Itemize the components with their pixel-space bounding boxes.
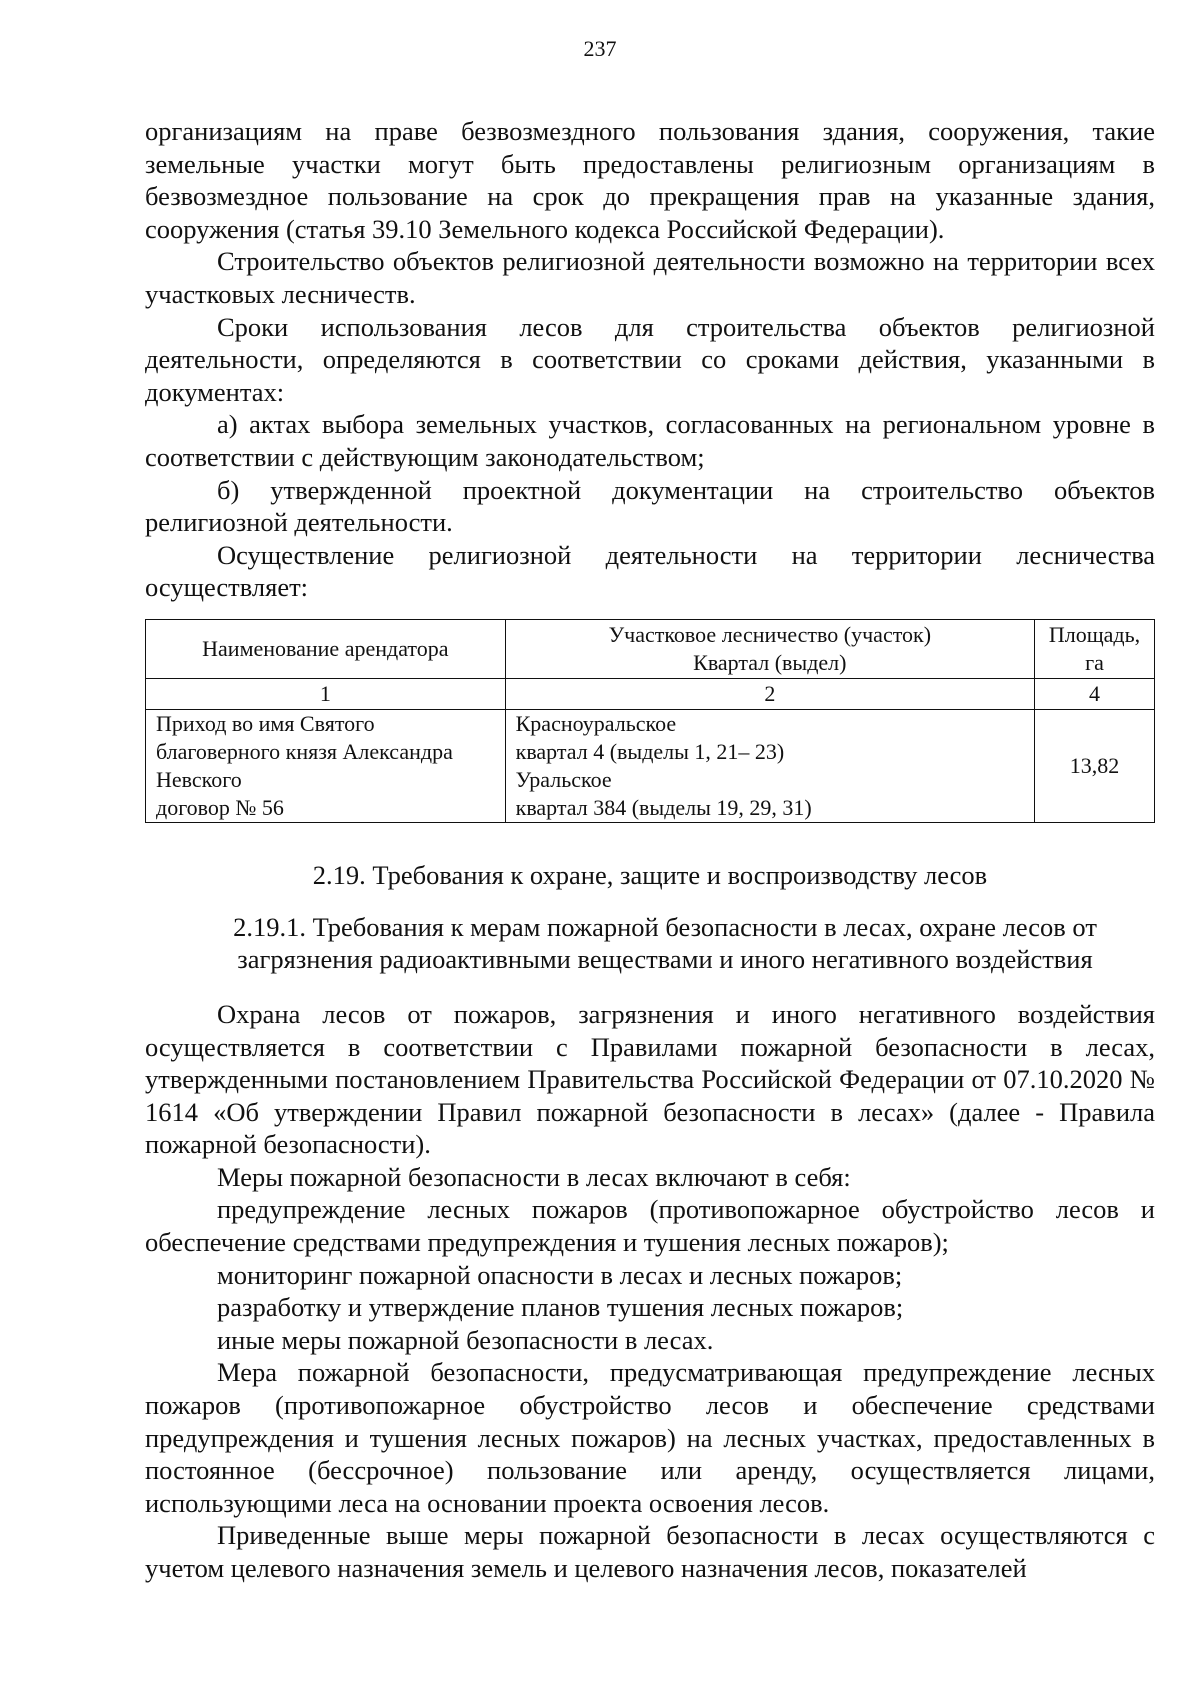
lease-table — [145, 619, 1155, 823]
paragraph: Мера пожарной безопасности, предусматривающая предупреждение лесных пожаров (противопожарное обустройство лесов и обеспечение средствами предупреждения и тушения лесных пожаров) на лесных участках, предоставленных в постоянное (бессрочное) пользование или аренду, осуществляется лицами, использующими леса на основании проекта освоения лесов. — [145, 1357, 1155, 1518]
paragraph: Строительство объектов религиозной деятельности возможно на территории всех участковых лесничеств. — [145, 246, 1155, 309]
header-area-line2: га — [1085, 649, 1104, 675]
table-header-row — [146, 619, 1155, 678]
page-number: 237 — [583, 36, 617, 61]
column-number: 4 — [1035, 678, 1155, 709]
header-tenant: Наименование арендатора — [146, 619, 506, 678]
paragraph: б) утвержденной проектной документации на строительство объектов религиозной деятельности. — [145, 474, 1155, 538]
header-location-line2: Квартал (выдел) — [693, 649, 847, 675]
paragraph: а) актах выбора земельных участков, согласованных на региональном уровне в соответствии с действующим законодательством; — [145, 409, 1155, 472]
tenant-line: Невского — [156, 766, 242, 792]
paragraph: мониторинг пожарной опасности в лесах и лесных пожаров; — [217, 1259, 903, 1290]
tenant-cell — [146, 709, 506, 822]
table-row — [146, 709, 1155, 822]
column-number-row — [146, 678, 1155, 709]
location-line: квартал 384 (выделы 19, 29, 31) — [515, 794, 812, 820]
paragraph: разработку и утверждение планов тушения лесных пожаров; — [217, 1292, 904, 1323]
top-paragraphs — [145, 115, 1155, 604]
header-area — [1035, 619, 1155, 678]
paragraph: Приведенные выше меры пожарной безопасности в лесах осуществляются с учетом целевого назначения земель и целевого назначения лесов, показателей — [145, 1520, 1155, 1583]
section-title: 2.19. Требования к охране, защите и воспроизводству лесов — [312, 859, 988, 890]
location-line: квартал 4 (выделы 1, 21– 23) — [515, 738, 785, 764]
column-number: 2 — [505, 678, 1034, 709]
tenant-line: благоверного князя Александра — [156, 738, 453, 764]
paragraph: Охрана лесов от пожаров, загрязнения и иного негативного воздействия осуществляется в соответствии с Правилами пожарной безопасности в лесах, утвержденными постановлением Правительства Российской Федерации от 07.10.2020 № 1614 «Об утверждении Правил пожарной безопасности в лесах» (далее - Правила пожарной безопасности). — [145, 998, 1155, 1160]
header-location — [505, 619, 1034, 678]
subsection-title: 2.19.1. Требования к мерам пожарной безопасности в лесах, охране лесов от загрязнения радиоактивными веществами и иного негативного воздействия — [233, 911, 1097, 975]
tenant-line: договор № 56 — [156, 794, 284, 820]
column-number: 1 — [146, 678, 506, 709]
location-line: Уральское — [515, 766, 612, 792]
paragraph: Меры пожарной безопасности в лесах включают в себя: — [217, 1161, 851, 1192]
area-cell: 13,82 — [1035, 709, 1155, 822]
bottom-paragraphs — [145, 998, 1155, 1585]
location-cell — [505, 709, 1034, 822]
paragraph: иные меры пожарной безопасности в лесах. — [217, 1324, 714, 1355]
header-location-line1: Участковое лесничество (участок) — [608, 621, 932, 647]
paragraph: организациям на праве безвозмездного пользования здания, сооружения, такие земельные участки могут быть предоставлены религиозным организациям в безвозмездное пользование на срок до прекращения прав на указанные здания, сооружения (статья 39.10 Земельного кодекса Российской Федерации). — [145, 116, 1155, 244]
paragraph: предупреждение лесных пожаров (противопожарное обустройство лесов и обеспечение средствами предупреждения и тушения лесных пожаров); — [145, 1194, 1155, 1258]
paragraph: Сроки использования лесов для строительства объектов религиозной деятельности, определяются в соответствии со сроками действия, указанными в документах: — [145, 311, 1155, 407]
page-content — [145, 115, 1155, 1585]
header-area-line1: Площадь, — [1048, 621, 1141, 647]
paragraph: Осуществление религиозной деятельности на территории лесничества осуществляет: — [145, 539, 1155, 603]
tenant-line: Приход во имя Святого — [156, 710, 375, 736]
location-line: Красноуральское — [515, 710, 677, 736]
